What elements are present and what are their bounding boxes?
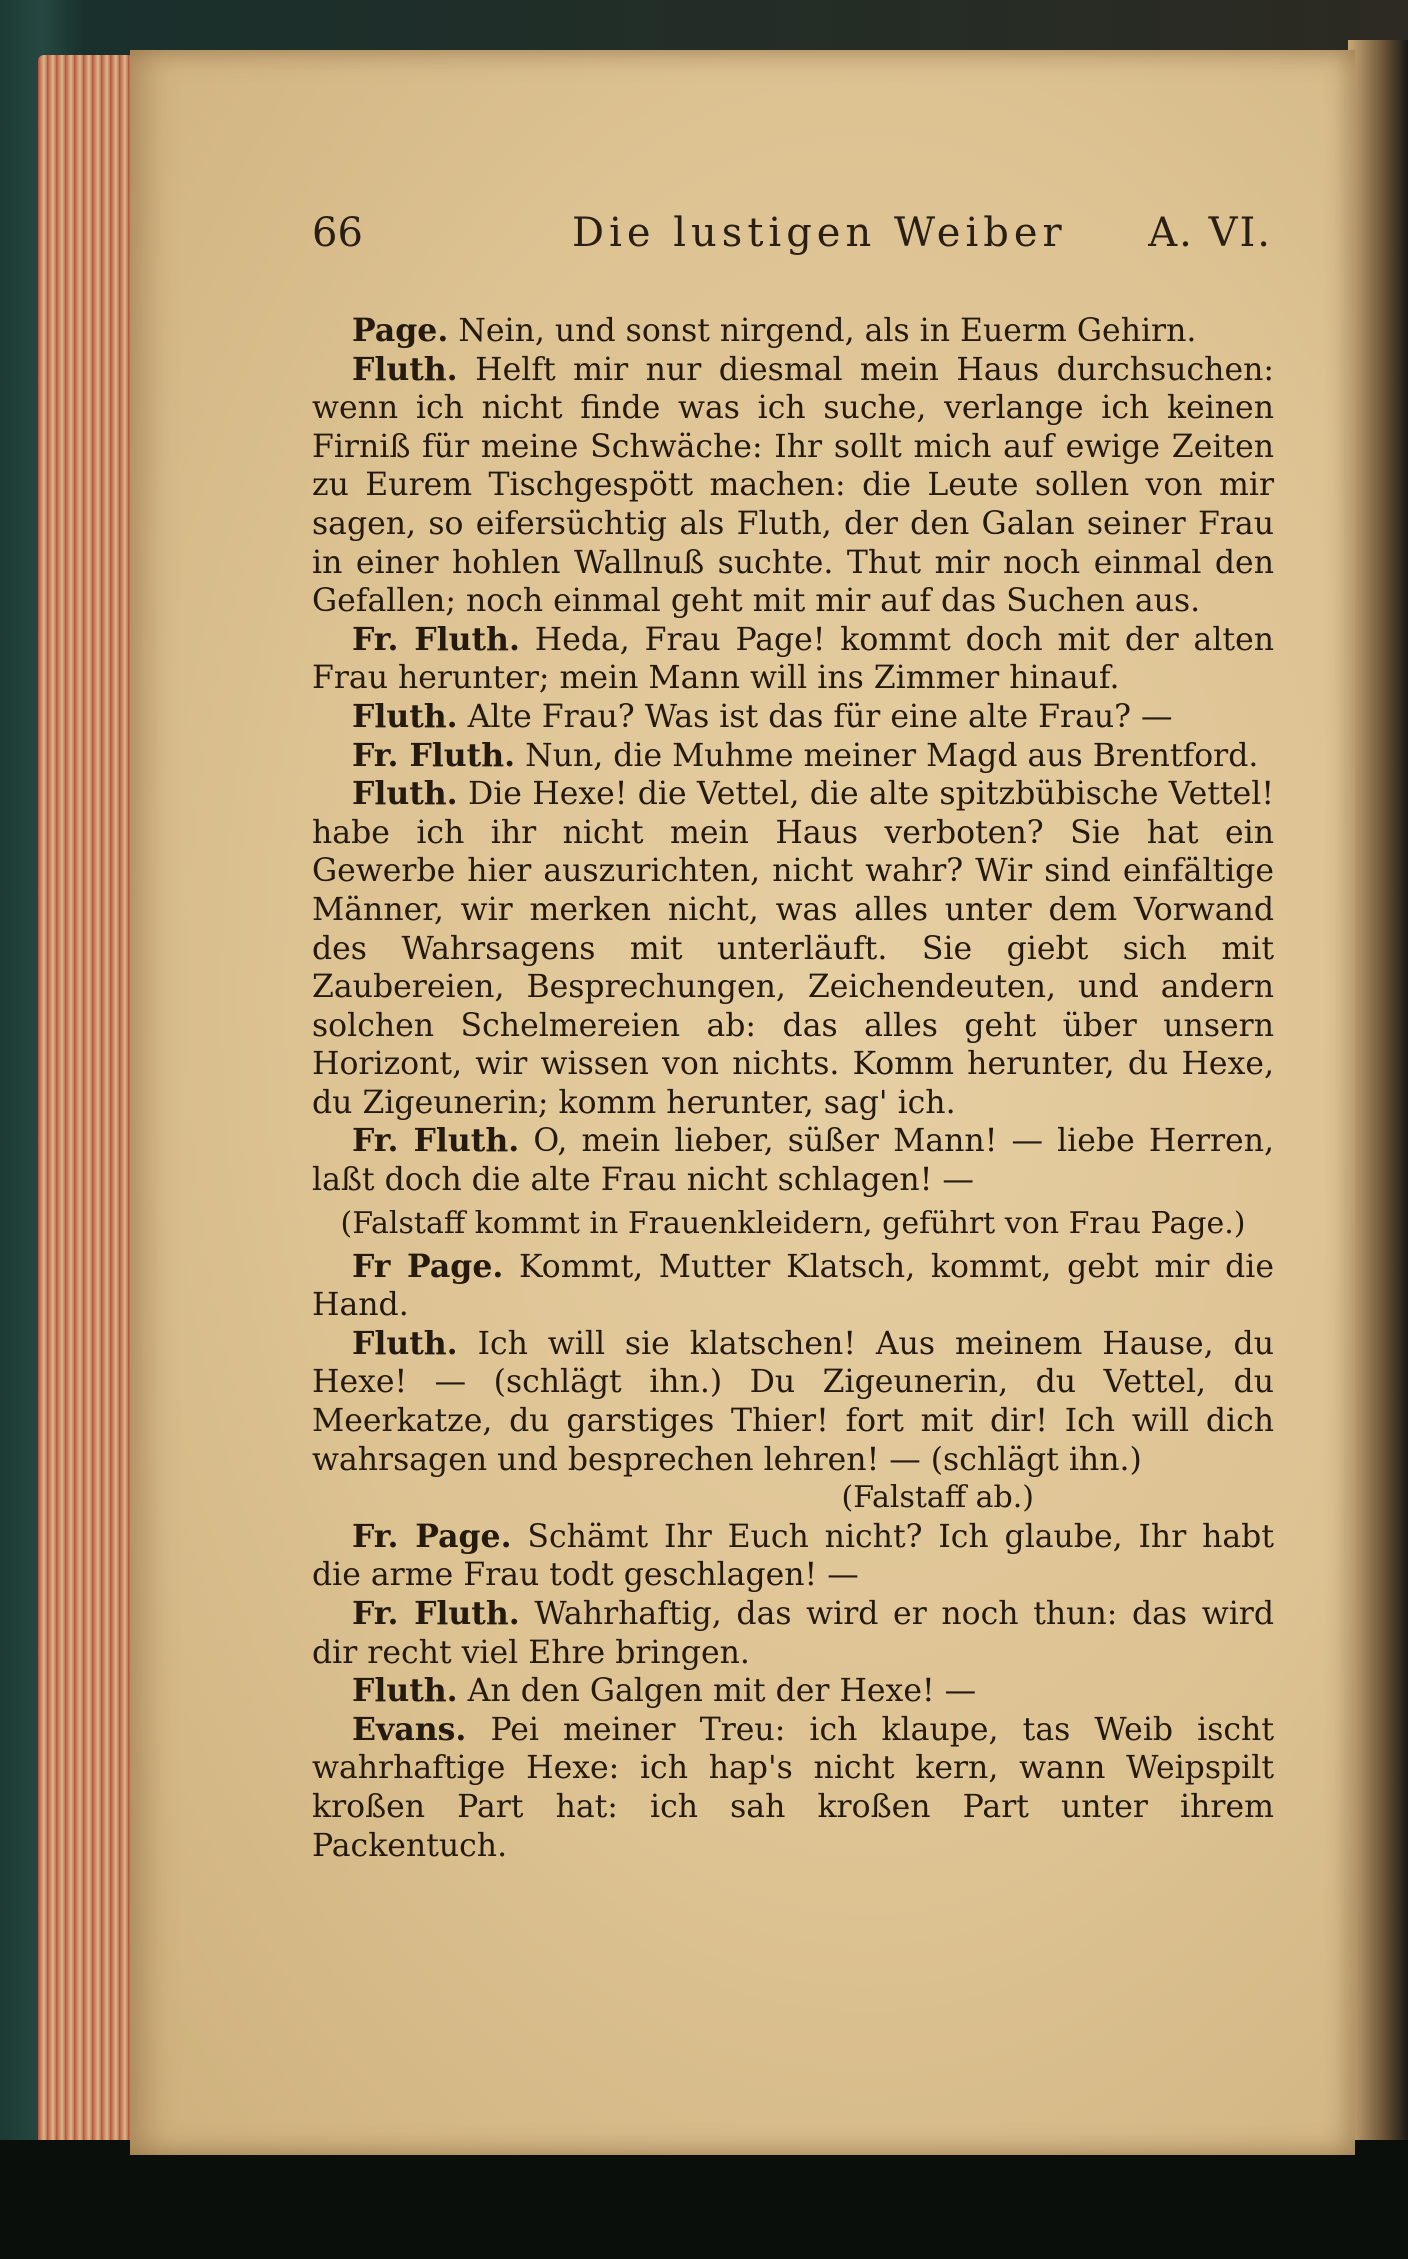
speaker: Fr. Page. bbox=[352, 1517, 512, 1555]
speech bbox=[312, 351, 1274, 621]
speech bbox=[312, 312, 1274, 351]
speaker: Fr. Fluth. bbox=[352, 1595, 520, 1632]
running-header bbox=[312, 210, 1272, 270]
speech-text: Heda, Frau Page! kommt doch mit der alten Frau herunter; mein Mann will ins Zimmer hinauf. bbox=[312, 621, 1274, 697]
speech bbox=[312, 621, 1274, 698]
speech bbox=[312, 1122, 1274, 1199]
page-text bbox=[312, 312, 1274, 1865]
speech-text: Kommt, Mutter Klatsch, kommt, gebt mir die Hand. bbox=[312, 1248, 1274, 1324]
speech-text: Nun, die Muhme meiner Magd aus Brentford. bbox=[525, 737, 1259, 774]
speech bbox=[312, 1248, 1274, 1325]
speech-text: Helft mir nur diesmal mein Haus durchsuchen: wenn ich nicht finde was ich suche, verlange ich keinen Firniß für meine Schwäche: Ihr sollt mich auf ewige Zeiten zu Eurem Tischgespött machen: die Leute sollen von mir sagen, so eifersüchtig als Fluth, der den Galan seiner Frau in einer hohlen Wallnuß suchte. Thut mir noch einmal den Gefallen; noch einmal geht mit mir auf das Suchen aus. bbox=[312, 351, 1274, 620]
speech bbox=[312, 1711, 1274, 1865]
speech-text: Alte Frau? Was ist das für eine alte Frau? — bbox=[467, 698, 1173, 735]
speech-text: Nein, und sonst nirgend, als in Euerm Gehirn. bbox=[458, 313, 1197, 349]
speech bbox=[312, 737, 1274, 776]
speech-text: Die Hexe! die Vettel, die alte spitzbübische Vettel! habe ich ihr nicht mein Haus verboten? Sie hat ein Gewerbe hier auszurichten, nicht wahr? Wir sind einfältige Männer, wir merken nicht, was alles unter dem Vorwand des Wahrsagens mit unterläuft. Sie giebt sich mit Zaubereien, Besprechungen, Zeichendeuten, und andern solchen Schelmereien ab: das alles geht über unsern Horizont, wir wissen von nichts. Komm herunter, du Hexe, du Zigeunerin; komm herunter, sag' ich. bbox=[312, 776, 1274, 1121]
speaker: Fr Page. bbox=[352, 1247, 504, 1285]
stage-direction-exit: (Falstaff ab.) bbox=[841, 1480, 1034, 1516]
speech-text: An den Galgen mit der Hexe! — bbox=[467, 1673, 977, 1710]
speech-text: Pei meiner Treu: ich klaupe, tas Weib ischt wahrhaftige Hexe: ich hap's nicht kern, wann Weipspilt kroßen Part hat: ich sah kroßen Part unter ihrem Packentuch. bbox=[312, 1711, 1274, 1864]
speech bbox=[312, 1325, 1274, 1479]
speech bbox=[312, 698, 1274, 737]
speaker: Fluth. bbox=[352, 1672, 458, 1710]
speaker: Fluth. bbox=[352, 697, 458, 735]
speaker: Fluth. bbox=[352, 775, 458, 813]
speech bbox=[312, 1518, 1274, 1595]
speaker: Evans. bbox=[352, 1710, 467, 1748]
speaker: Fr. Fluth. bbox=[352, 1122, 520, 1160]
speech-text: Ich will sie klatschen! Aus meinem Hause, du Hexe! — (schlägt ihn.) Du Zigeunerin, du Vettel, du Meerkatze, du garstiges Thier! fort mit dir! Ich will dich wahrsagen und besprechen lehren! — (schlägt ihn.) bbox=[312, 1325, 1274, 1478]
speaker: Page. bbox=[352, 312, 449, 349]
act-number: A. VI. bbox=[1148, 210, 1272, 256]
speech-text: O, mein lieber, süßer Mann! — liebe Herren, laßt doch die alte Frau nicht schlagen! — bbox=[312, 1123, 1274, 1199]
speech bbox=[312, 1595, 1274, 1672]
running-title: Die lustigen Weiber bbox=[572, 210, 1067, 256]
speech bbox=[312, 775, 1274, 1122]
speech-text: Schämt Ihr Euch nicht? Ich glaube, Ihr habt die arme Frau todt geschlagen! — bbox=[312, 1518, 1274, 1594]
speaker: Fluth. bbox=[352, 1324, 458, 1362]
stage-direction: (Falstaff kommt in Frauenkleidern, geführt von Frau Page.) bbox=[340, 1205, 1246, 1241]
speaker: Fr. Fluth. bbox=[352, 620, 520, 658]
background-shadow bbox=[0, 2140, 1408, 2259]
page-number: 66 bbox=[312, 210, 363, 256]
speech bbox=[312, 1672, 1274, 1711]
speech-text: Wahrhaftig, das wird er noch thun: das wird dir recht viel Ehre bringen. bbox=[312, 1596, 1274, 1671]
speaker: Fr. Fluth. bbox=[352, 736, 516, 774]
facing-page-edge bbox=[1348, 40, 1408, 2160]
speaker: Fluth. bbox=[352, 350, 458, 388]
